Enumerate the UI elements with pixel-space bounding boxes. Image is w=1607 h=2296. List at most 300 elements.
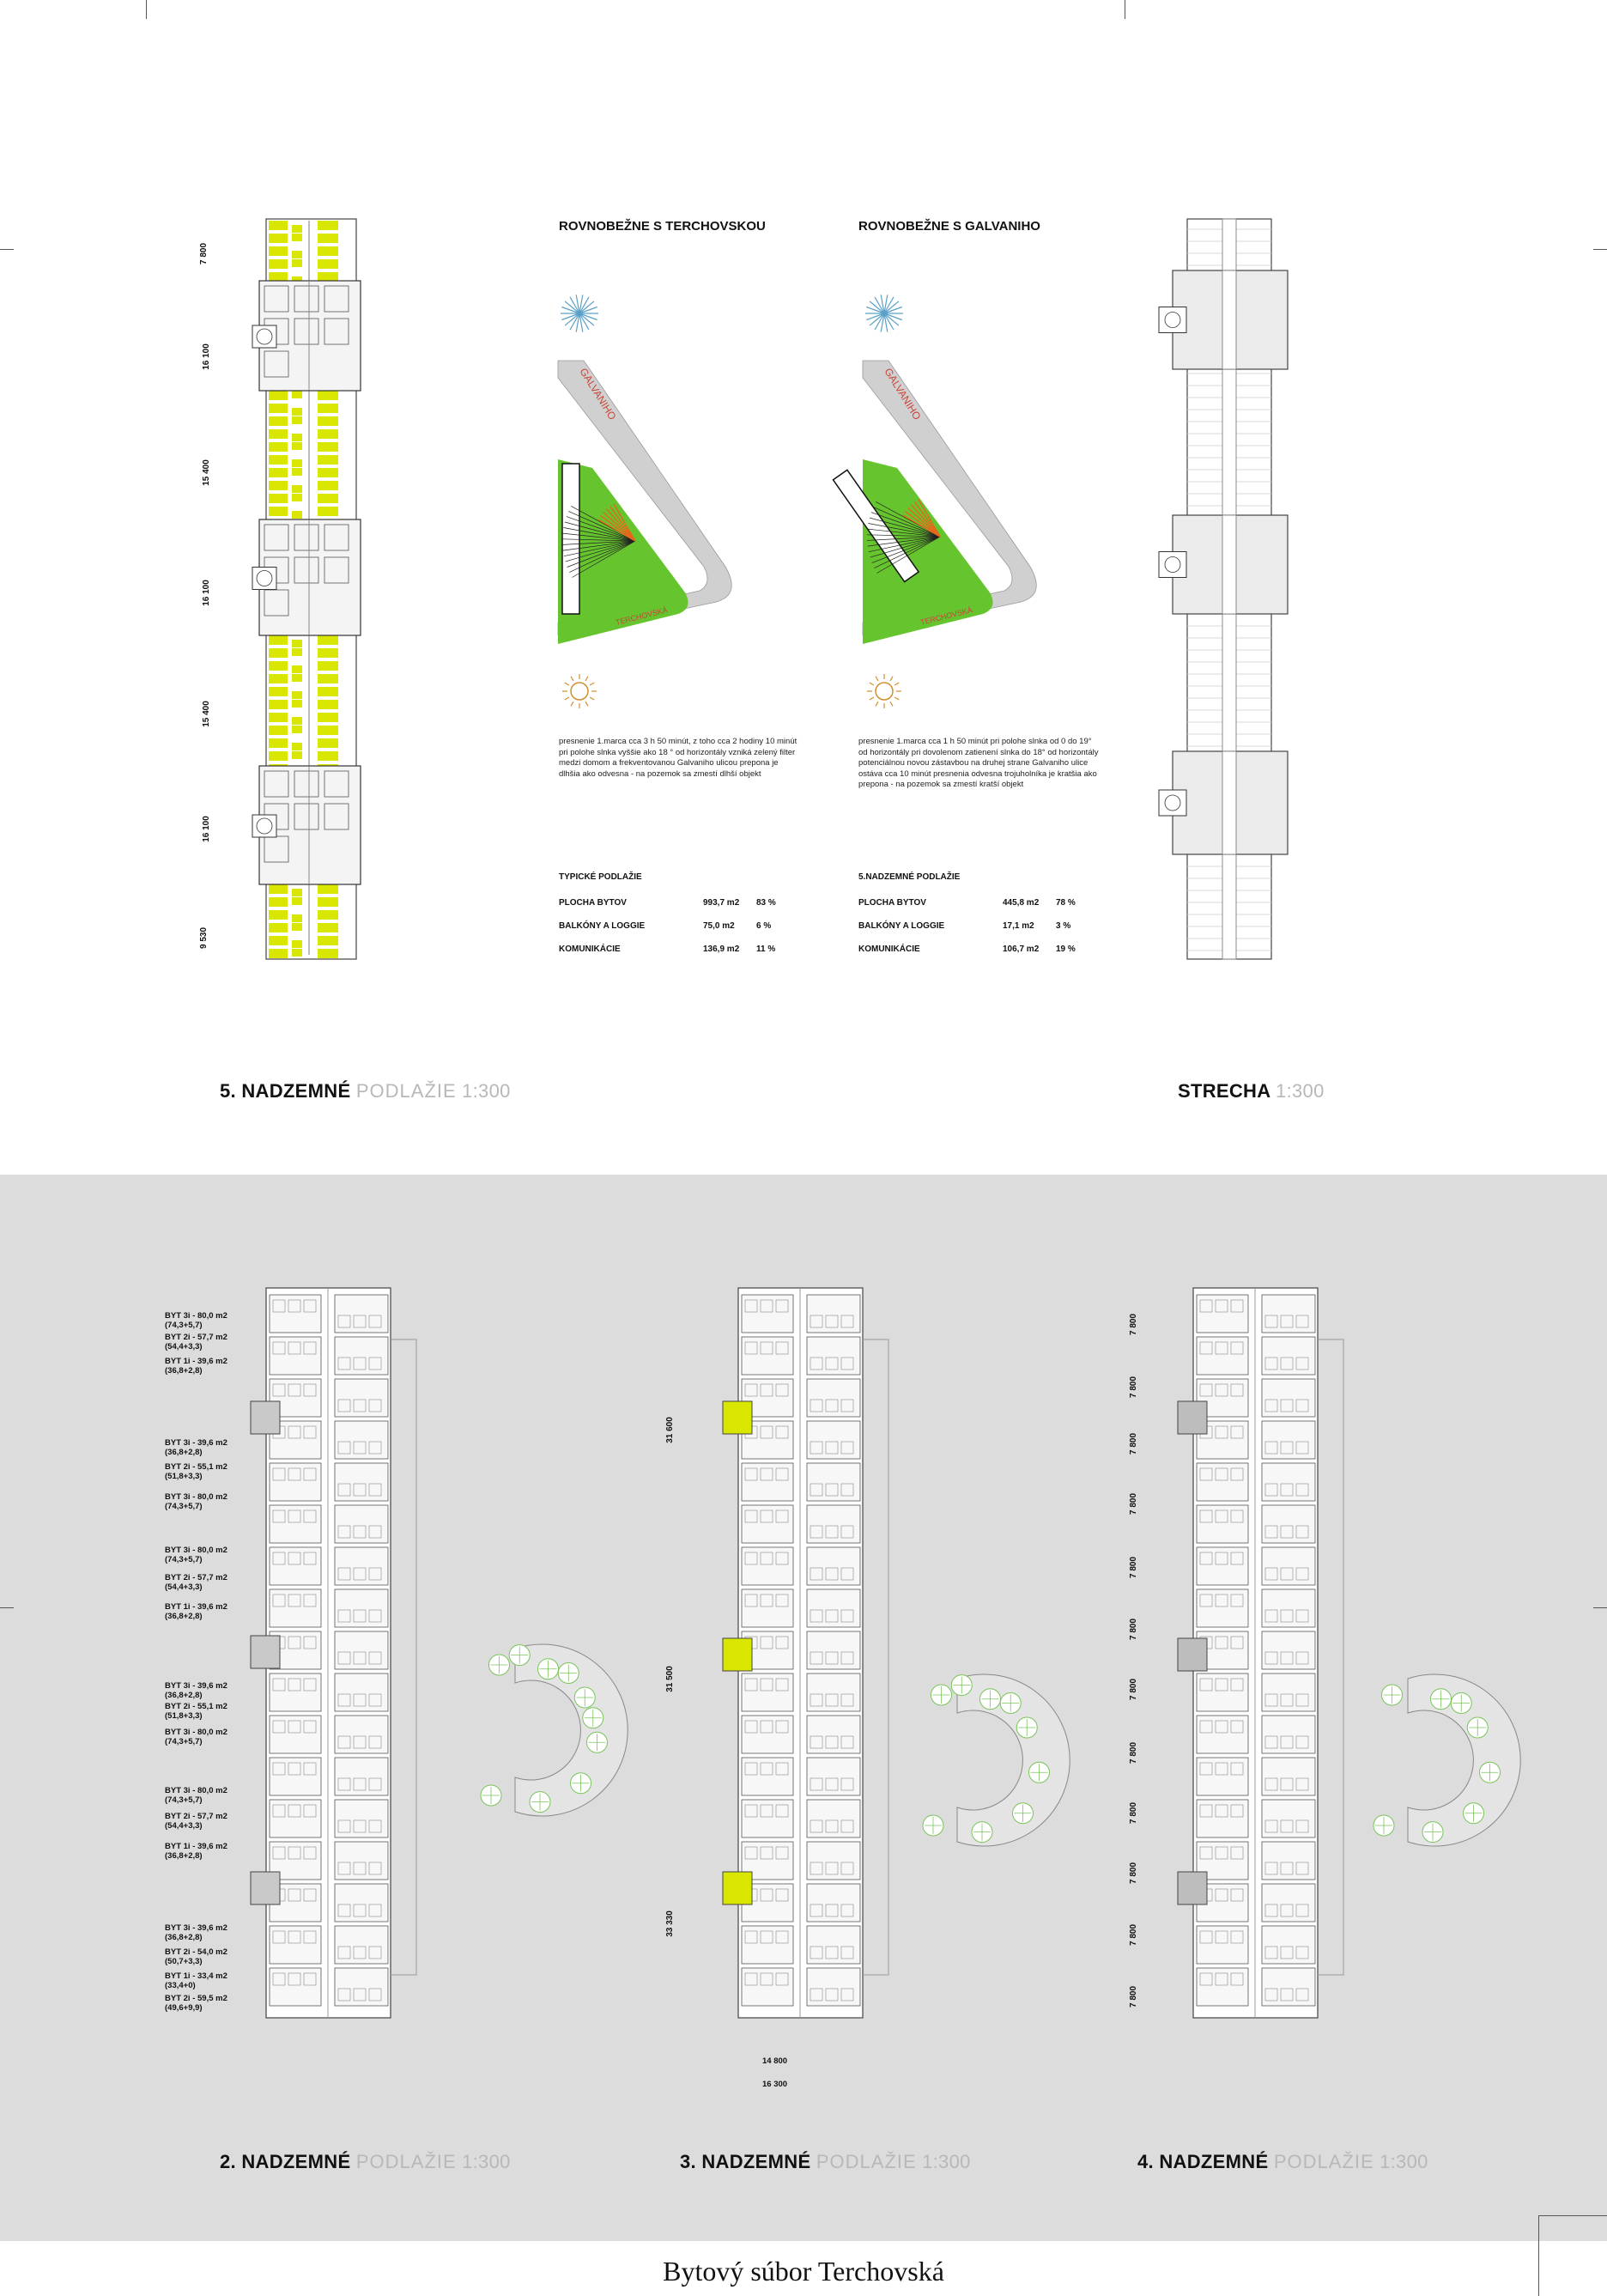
stats-label: KOMUNIKÁCIE xyxy=(559,945,621,954)
apartment-label xyxy=(165,1438,227,1457)
stair-tower xyxy=(723,1401,752,1434)
balcony-mark xyxy=(292,940,302,948)
balcony-mark xyxy=(318,884,338,894)
apartment-area-breakdown: (54,4+3,3) xyxy=(165,1821,203,1831)
balcony-mark xyxy=(318,468,338,477)
balcony-mark xyxy=(318,272,338,282)
stats-percent: 3 % xyxy=(1056,921,1071,931)
apartment-unit xyxy=(335,1926,388,1964)
balcony-mark xyxy=(318,910,338,920)
apartment-unit xyxy=(1197,1589,1248,1627)
roof-ridge-segment xyxy=(1222,515,1236,614)
apartment-unit xyxy=(1262,1463,1315,1501)
floor3-title xyxy=(680,2151,971,2173)
apartment-type: BYT 2i - 54,0 m2 xyxy=(165,1947,227,1957)
balcony-mark xyxy=(292,259,302,267)
balcony-mark xyxy=(292,949,302,957)
apartment-unit xyxy=(270,1337,321,1375)
stats-label: PLOCHA BYTOV xyxy=(858,898,926,908)
apartment-area-breakdown: (33,4+0) xyxy=(165,1981,196,1991)
floor3-width-label: 16 300 xyxy=(762,2080,788,2089)
stats-percent: 78 % xyxy=(1056,898,1076,908)
apartment-unit xyxy=(1262,1758,1315,1795)
balcony-mark xyxy=(269,648,288,658)
floor5-dimension-label: 16 100 xyxy=(201,816,211,842)
floor3-title-scale: 1:300 xyxy=(922,2151,971,2172)
apartment-unit xyxy=(335,1421,388,1459)
apartment-label xyxy=(165,1923,227,1942)
floor3-title-light: PODLAŽIE xyxy=(816,2151,917,2172)
stair-tower xyxy=(251,1401,280,1434)
balcony-outline xyxy=(391,1339,416,1975)
apartment-area-breakdown: (51,8+3,3) xyxy=(165,1711,203,1722)
floor4-dimension-label: 7 800 xyxy=(1129,1432,1139,1455)
stair-tower xyxy=(251,1872,280,1904)
balcony-mark xyxy=(292,665,302,673)
balcony-outline xyxy=(1318,1339,1343,1975)
balcony-mark xyxy=(318,949,338,958)
apartment-area-breakdown: (36,8+2,8) xyxy=(165,1691,203,1701)
stats-label: BALKÓNY A LOGGIE xyxy=(858,921,945,931)
apartment-area-breakdown: (36,8+2,8) xyxy=(165,1851,203,1862)
balcony-mark xyxy=(269,416,288,426)
apartment-unit xyxy=(1262,1505,1315,1543)
apartment-unit xyxy=(1197,1463,1248,1501)
apartment-label xyxy=(165,1842,227,1861)
floor5-dimension-label: 9 530 xyxy=(199,926,209,950)
balcony-mark xyxy=(292,923,302,931)
apartment-type: BYT 3i - 39,6 m2 xyxy=(165,1923,227,1933)
compass-icon xyxy=(561,295,598,331)
balcony-mark xyxy=(269,897,288,907)
apartment-unit xyxy=(1262,1379,1315,1417)
apartment-unit xyxy=(742,1716,793,1753)
floor4-dimension-label: 7 800 xyxy=(1129,1618,1139,1641)
apartment-unit xyxy=(807,1295,860,1333)
study1-paragraph: presnenie 1.marca cca 3 h 50 minút, z toho cca 2 hodiny 10 minút pri polohe slnka vyššie ako 18 ° od horizontály vzniká zelený filter medzi domom a frekventovanou Galvaniho ulicou prepona je dlhšia ako odvesna - na pozemok sa zmestí dlhší objekt xyxy=(559,737,797,779)
apartment-area-breakdown: (74,3+5,7) xyxy=(165,1555,203,1565)
apartment-label xyxy=(165,1602,227,1621)
sun-ray xyxy=(571,702,573,706)
balcony-mark xyxy=(318,221,338,230)
balcony-mark xyxy=(269,700,288,709)
apartment-unit xyxy=(1262,1547,1315,1585)
stats-percent: 83 % xyxy=(756,898,776,908)
apartment-unit xyxy=(742,1463,793,1501)
apartment-unit xyxy=(1262,1884,1315,1922)
sun-ray xyxy=(870,683,874,685)
sun-ray xyxy=(565,683,569,685)
apartment-unit xyxy=(1197,1716,1248,1753)
apartment-unit xyxy=(807,1589,860,1627)
crop-mark xyxy=(146,0,147,19)
balcony-mark xyxy=(292,889,302,896)
balcony-outline xyxy=(863,1339,888,1975)
apartment-unit xyxy=(1262,1421,1315,1459)
balcony-mark xyxy=(292,234,302,241)
floor5-dimension-label: 16 100 xyxy=(201,580,211,606)
apartment-area-breakdown: (74,3+5,7) xyxy=(165,1737,203,1747)
sun-disc xyxy=(571,683,588,700)
apartment-unit xyxy=(1197,1337,1248,1375)
street-label-terchovska: TERCHOVSKÁ xyxy=(919,605,973,627)
sun-ray xyxy=(590,683,594,685)
balcony-mark xyxy=(318,455,338,465)
apartment-unit xyxy=(335,1379,388,1417)
stats-label: BALKÓNY A LOGGIE xyxy=(559,921,646,931)
floor5-dimension-label: 7 800 xyxy=(199,242,209,265)
balcony-mark xyxy=(292,717,302,725)
apartment-unit xyxy=(335,1758,388,1795)
floor4-title-bold: 4. NADZEMNÉ xyxy=(1137,2151,1269,2172)
balcony-mark xyxy=(292,408,302,416)
balcony-mark xyxy=(292,468,302,476)
apartment-type: BYT 1i - 33,4 m2 xyxy=(165,1971,227,1981)
apartment-type: BYT 2i - 57,7 m2 xyxy=(165,1333,227,1342)
balcony-mark xyxy=(269,272,288,282)
apartment-unit xyxy=(807,1421,860,1459)
apartment-unit xyxy=(807,1716,860,1753)
balcony-mark xyxy=(269,884,288,894)
balcony-mark xyxy=(318,661,338,671)
balcony-mark xyxy=(269,481,288,490)
floor5-title-light: PODLAŽIE xyxy=(355,1080,457,1102)
balcony-mark xyxy=(292,640,302,647)
apartment-label xyxy=(165,1333,227,1351)
apartment-unit xyxy=(335,1673,388,1711)
stats-label: PLOCHA BYTOV xyxy=(559,898,627,908)
balcony-mark xyxy=(269,713,288,722)
apartment-unit xyxy=(807,1673,860,1711)
compass-icon xyxy=(865,295,903,331)
study1-stats-heading: TYPICKÉ PODLAŽIE xyxy=(559,872,642,882)
stats-row xyxy=(858,945,1082,957)
apartment-area-breakdown: (54,4+3,3) xyxy=(165,1582,203,1593)
balcony-mark xyxy=(292,674,302,682)
crop-mark xyxy=(1593,249,1607,250)
apartment-unit xyxy=(1197,1968,1248,2006)
sun-ray xyxy=(876,702,878,706)
apartment-label xyxy=(165,1492,227,1511)
apartment-label xyxy=(165,1786,227,1805)
apartment-unit xyxy=(1262,1842,1315,1880)
sun-ray xyxy=(585,702,588,706)
apartment-unit xyxy=(742,1505,793,1543)
apartment-unit xyxy=(1262,1631,1315,1669)
floor2-title-bold: 2. NADZEMNÉ xyxy=(220,2151,351,2172)
apartment-unit xyxy=(1262,1926,1315,1964)
apartment-type: BYT 2i - 55,1 m2 xyxy=(165,1462,227,1472)
apartment-label xyxy=(165,1311,227,1330)
apartment-unit xyxy=(807,1884,860,1922)
apartment-unit xyxy=(1262,1968,1315,2006)
study1-heading: ROVNOBEŽNE S TERCHOVSKOU xyxy=(559,219,766,234)
apartment-unit xyxy=(335,1295,388,1333)
roof-title-bold: STRECHA xyxy=(1178,1080,1270,1102)
balcony-mark xyxy=(318,923,338,932)
sun-ray xyxy=(890,677,893,681)
apartment-unit xyxy=(1262,1800,1315,1837)
apartment-type: BYT 3i - 80,0 m2 xyxy=(165,1786,227,1795)
balcony-mark xyxy=(318,234,338,243)
crop-mark xyxy=(0,1607,14,1608)
apartment-unit xyxy=(270,1968,321,2006)
balcony-mark xyxy=(318,700,338,709)
apartment-unit xyxy=(807,1547,860,1585)
balcony-mark xyxy=(318,481,338,490)
apartment-unit xyxy=(335,1589,388,1627)
apartment-unit xyxy=(270,1505,321,1543)
floor4-dimension-label: 7 800 xyxy=(1129,1862,1139,1885)
floor3-title-bold: 3. NADZEMNÉ xyxy=(680,2151,811,2172)
apartment-unit xyxy=(1197,1800,1248,1837)
apartment-label xyxy=(165,1947,227,1966)
roof-ridge-segment xyxy=(1222,751,1236,854)
stats-row xyxy=(858,898,1082,910)
floor4-title-scale: 1:300 xyxy=(1380,2151,1428,2172)
apartment-label xyxy=(165,1357,227,1376)
apartment-unit xyxy=(335,1505,388,1543)
balcony-mark xyxy=(292,897,302,905)
apartment-unit xyxy=(270,1800,321,1837)
stats-value: 136,9 m2 xyxy=(703,945,740,954)
balcony-mark xyxy=(318,674,338,683)
floor4-dimension-label: 7 800 xyxy=(1129,1801,1139,1825)
study1-diagram xyxy=(541,283,798,713)
balcony-mark xyxy=(318,687,338,696)
stats-row xyxy=(559,945,782,957)
apartment-unit xyxy=(270,1926,321,1964)
sun-icon xyxy=(867,674,901,708)
balcony-mark xyxy=(318,259,338,269)
stair-tower xyxy=(1178,1872,1207,1904)
balcony-mark xyxy=(318,726,338,735)
apartment-label xyxy=(165,1462,227,1481)
balcony-mark xyxy=(292,391,302,398)
stats-row xyxy=(858,921,1082,933)
street-label-galvaniho: GALVANIHO xyxy=(577,366,619,422)
roof-title xyxy=(1178,1080,1325,1102)
apartment-label xyxy=(165,1971,227,1990)
study2-stats-heading: 5.NADZEMNÉ PODLAŽIE xyxy=(858,872,961,882)
floor2-title xyxy=(220,2151,511,2173)
apartment-unit xyxy=(807,1800,860,1837)
balcony-mark xyxy=(318,897,338,907)
floor3-width-label: 14 800 xyxy=(762,2056,788,2066)
apartment-unit xyxy=(1197,1926,1248,1964)
apartment-unit xyxy=(742,1758,793,1795)
sun-ray xyxy=(870,697,874,700)
stats-percent: 19 % xyxy=(1056,945,1076,954)
apartment-unit xyxy=(335,1884,388,1922)
apartment-area-breakdown: (36,8+2,8) xyxy=(165,1448,203,1458)
balcony-mark xyxy=(269,442,288,452)
balcony-mark xyxy=(269,726,288,735)
apartment-type: BYT 3i - 39,6 m2 xyxy=(165,1681,227,1691)
apartment-label xyxy=(165,1546,227,1564)
apartment-unit xyxy=(807,1379,860,1417)
balcony-mark xyxy=(269,949,288,958)
apartment-unit xyxy=(742,1547,793,1585)
apartment-type: BYT 3i - 80,0 m2 xyxy=(165,1728,227,1737)
apartment-unit xyxy=(335,1968,388,2006)
balcony-mark xyxy=(269,687,288,696)
apartment-unit xyxy=(1197,1758,1248,1795)
stair-tower xyxy=(1178,1401,1207,1434)
apartment-unit xyxy=(335,1463,388,1501)
apartment-unit xyxy=(807,1842,860,1880)
balcony-mark xyxy=(292,914,302,922)
sun-ray xyxy=(890,702,893,706)
apartment-unit xyxy=(270,1547,321,1585)
apartment-area-breakdown: (74,3+5,7) xyxy=(165,1321,203,1331)
apartment-label xyxy=(165,1573,227,1592)
balcony-mark xyxy=(269,507,288,516)
apartment-type: BYT 1i - 39,6 m2 xyxy=(165,1842,227,1851)
balcony-mark xyxy=(318,635,338,645)
balcony-mark xyxy=(292,485,302,493)
balcony-mark xyxy=(269,910,288,920)
apartment-unit xyxy=(742,1337,793,1375)
apartment-label xyxy=(165,1681,227,1700)
apartment-unit xyxy=(1197,1505,1248,1543)
stair-tower xyxy=(1178,1638,1207,1671)
balcony-mark xyxy=(292,511,302,519)
floor2-title-light: PODLAŽIE xyxy=(355,2151,457,2172)
floor5-dimension-label: 15 400 xyxy=(201,701,211,727)
balcony-mark xyxy=(269,391,288,400)
apartment-unit xyxy=(742,1589,793,1627)
apartment-unit xyxy=(270,1673,321,1711)
floor3-dimension-label: 33 330 xyxy=(664,1910,675,1937)
sun-ray xyxy=(894,697,899,700)
balcony-mark xyxy=(318,648,338,658)
apartment-type: BYT 1i - 39,6 m2 xyxy=(165,1602,227,1612)
balcony-mark xyxy=(292,751,302,759)
apartment-label xyxy=(165,1702,227,1721)
apartment-unit xyxy=(807,1337,860,1375)
apartment-type: BYT 2i - 59,5 m2 xyxy=(165,1994,227,2003)
stats-value: 17,1 m2 xyxy=(1003,921,1034,931)
roof-stair-tower xyxy=(1159,307,1186,333)
apartment-unit xyxy=(1197,1547,1248,1585)
apartment-unit xyxy=(742,1295,793,1333)
stats-value: 75,0 m2 xyxy=(703,921,735,931)
apartment-type: BYT 2i - 57,7 m2 xyxy=(165,1812,227,1821)
apartment-label xyxy=(165,1812,227,1831)
sun-ray xyxy=(894,683,899,685)
stats-value: 993,7 m2 xyxy=(703,898,740,908)
apartment-unit xyxy=(335,1800,388,1837)
floor4-title-light: PODLAŽIE xyxy=(1273,2151,1374,2172)
stats-value: 106,7 m2 xyxy=(1003,945,1040,954)
balcony-mark xyxy=(318,507,338,516)
balcony-mark xyxy=(269,923,288,932)
apartment-unit xyxy=(1262,1589,1315,1627)
apartment-unit xyxy=(270,1589,321,1627)
apartment-area-breakdown: (50,7+3,3) xyxy=(165,1957,203,1967)
floor4-dimension-label: 7 800 xyxy=(1129,1678,1139,1701)
apartment-unit xyxy=(270,1716,321,1753)
floor5-title xyxy=(220,1080,511,1102)
building-footprint xyxy=(562,464,579,614)
balcony-mark xyxy=(269,494,288,503)
project-title: Bytový súbor Terchovská xyxy=(663,2256,944,2287)
balcony-mark xyxy=(292,225,302,233)
balcony-mark xyxy=(318,751,338,761)
balcony-mark xyxy=(318,246,338,256)
apartment-area-breakdown: (74,3+5,7) xyxy=(165,1795,203,1806)
balcony-mark xyxy=(318,738,338,748)
apartment-unit xyxy=(270,1295,321,1333)
sun-icon xyxy=(562,674,597,708)
floor5-title-bold: 5. NADZEMNÉ xyxy=(220,1080,351,1102)
apartment-unit xyxy=(335,1547,388,1585)
balcony-mark xyxy=(269,661,288,671)
balcony-mark xyxy=(292,726,302,733)
stats-label: KOMUNIKÁCIE xyxy=(858,945,920,954)
floor4-dimension-label: 7 800 xyxy=(1129,1985,1139,2008)
balcony-mark xyxy=(292,416,302,424)
apartment-unit xyxy=(1262,1673,1315,1711)
crop-mark xyxy=(1593,1607,1607,1608)
floor2-plan-drawing xyxy=(258,1288,670,2044)
sun-ray xyxy=(585,677,588,681)
balcony-mark xyxy=(318,391,338,400)
apartment-unit xyxy=(807,1926,860,1964)
apartment-unit xyxy=(807,1758,860,1795)
apartment-unit xyxy=(742,1926,793,1964)
roof-stair-tower xyxy=(1159,790,1186,816)
balcony-mark xyxy=(318,713,338,722)
balcony-mark xyxy=(292,251,302,258)
apartment-unit xyxy=(1197,1673,1248,1711)
balcony-mark xyxy=(269,259,288,269)
apartment-unit xyxy=(807,1968,860,2006)
stair-tower xyxy=(723,1638,752,1671)
balcony-mark xyxy=(269,429,288,439)
sun-ray xyxy=(590,697,594,700)
apartment-unit xyxy=(335,1337,388,1375)
apartment-type: BYT 3i - 39,6 m2 xyxy=(165,1438,227,1448)
floor4-plan-drawing xyxy=(1172,1288,1549,2044)
apartment-unit xyxy=(807,1505,860,1543)
balcony-mark xyxy=(292,691,302,699)
floor5-dimension-label: 16 100 xyxy=(201,343,211,370)
apartment-unit xyxy=(335,1842,388,1880)
sun-ray xyxy=(876,677,878,681)
apartment-type: BYT 3i - 80,0 m2 xyxy=(165,1546,227,1555)
roof-plan-drawing xyxy=(1157,219,1303,959)
floor4-dimension-label: 7 800 xyxy=(1129,1741,1139,1765)
balcony-mark xyxy=(318,494,338,503)
apartment-unit xyxy=(1262,1716,1315,1753)
sun-disc xyxy=(876,683,893,700)
apartment-unit xyxy=(1197,1295,1248,1333)
floor3-dimension-label: 31 600 xyxy=(664,1417,675,1443)
roof-title-scale: 1:300 xyxy=(1276,1080,1325,1102)
sun-ray xyxy=(571,677,573,681)
apartment-unit xyxy=(807,1631,860,1669)
stats-row xyxy=(559,898,782,910)
apartment-type: BYT 2i - 55,1 m2 xyxy=(165,1702,227,1711)
balcony-mark xyxy=(269,246,288,256)
apartment-unit xyxy=(270,1463,321,1501)
balcony-mark xyxy=(269,221,288,230)
floor4-dimension-label: 7 800 xyxy=(1129,1556,1139,1579)
balcony-mark xyxy=(292,700,302,708)
sun-ray xyxy=(565,697,569,700)
